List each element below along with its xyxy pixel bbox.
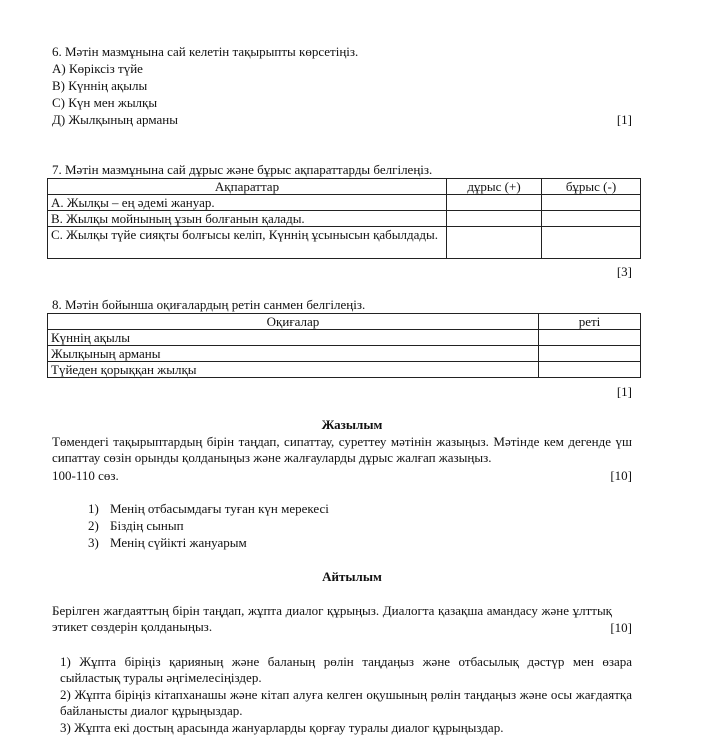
list-item (88, 501, 329, 518)
topic-text: Менің сүйікті жануарым (110, 535, 247, 550)
q7-row-a-false-cell[interactable] (542, 195, 641, 211)
table-row (48, 195, 641, 211)
writing-title: Жазылым (321, 417, 383, 432)
q8-row-1-order-cell[interactable] (539, 330, 641, 346)
speaking-instruction: Берілген жағдаяттың бірін таңдап, жұпта диалог құрыңыз. Диалогта қазақша амандасу және ұлттық этикет сөздерін қолданыңыз. (52, 603, 612, 634)
q6-option-d: Д) Жылқының арманы (52, 112, 178, 127)
q6-question: 6. Мәтін мазмұнына сай келетін тақырыпты көрсетіңіз. (52, 44, 359, 59)
speaking-task-1: 1) Жұпта біріңіз қарияның және баланың рөлін таңдаңыз және отбасылық дәстүр мен өзара сыйластық туралы әңгімелесіңіздер. (60, 654, 632, 685)
q6-mark: [1] (616, 112, 632, 127)
q7-row-c-false-cell[interactable] (542, 227, 641, 259)
q8-row-2-order-cell[interactable] (539, 346, 641, 362)
table-row (48, 346, 641, 362)
topic-text: Менің отбасымдағы туған күн мерекесі (110, 501, 329, 516)
speaking-title: Айтылым (322, 569, 382, 584)
q7-row-c: С. Жылқы түйе сияқты болғысы келіп, Күннің ұсынысын қабылдады. (48, 227, 447, 259)
table-row (48, 227, 641, 259)
q6-option-a: А) Көріксіз түйе (52, 61, 143, 76)
q7-row-b: В. Жылқы мойнының ұзын болғанын қалады. (48, 211, 447, 227)
q8-row-1: Күннің ақылы (48, 330, 539, 346)
q6-option-c: С) Күн мен жылқы (52, 95, 158, 110)
q7-question: 7. Мәтін мазмұнына сай дұрыс және бұрыс ақпараттарды белгілеңіз. (52, 162, 433, 177)
table-row (48, 211, 641, 227)
table-row (48, 362, 641, 378)
topic-number: 3) (88, 535, 99, 550)
speaking-task-3: 3) Жұпта екі достың арасында жануарларды қорғау туралы диалог құрыңыздар. (60, 720, 504, 735)
q7-header-true: дұрыс (+) (447, 179, 542, 195)
table-header-row (48, 179, 641, 195)
table-row (48, 330, 641, 346)
q8-mark: [1] (616, 384, 632, 399)
q8-row-2: Жылқының арманы (48, 346, 539, 362)
topic-number: 1) (88, 501, 99, 516)
q8-row-3-order-cell[interactable] (539, 362, 641, 378)
q8-table (47, 313, 641, 378)
q7-row-a: А. Жылқы – ең әдемі жануар. (48, 195, 447, 211)
q8-header-events: Оқиғалар (48, 314, 539, 330)
q7-row-b-false-cell[interactable] (542, 211, 641, 227)
q8-question: 8. Мәтін бойынша оқиғалардың ретін санмен белгілеңіз. (52, 297, 366, 312)
q7-header-info: Ақпараттар (48, 179, 447, 195)
q8-header-order: реті (539, 314, 641, 330)
speaking-task-2: 2) Жұпта біріңіз кітапханашы және кітап алуға келген оқушының рөлін таңдаңыз және осы жағдаятқа байланысты диалог құрыңыздар. (60, 687, 632, 718)
writing-mark: [10] (610, 468, 632, 483)
topic-number: 2) (88, 518, 99, 533)
writing-instruction: Төмендегі тақырыптардың бірін таңдап, сипаттау, суреттеу мәтінін жазыңыз. Мәтінде кем дегенде үш сипаттау сөзін орынды қолданыңыз және жалғауларды дұрыс жалғап жазыңыз. (52, 434, 632, 465)
writing-word-count: 100-110 сөз. (52, 468, 119, 483)
q7-header-false: бұрыс (-) (542, 179, 641, 195)
q7-mark: [3] (616, 264, 632, 279)
q8-row-3: Түйеден қорыққан жылқы (48, 362, 539, 378)
q7-row-c-true-cell[interactable] (447, 227, 542, 259)
table-header-row (48, 314, 641, 330)
q7-row-b-true-cell[interactable] (447, 211, 542, 227)
topic-text: Біздің сынып (110, 518, 184, 533)
q7-row-a-true-cell[interactable] (447, 195, 542, 211)
q7-table (47, 178, 641, 259)
speaking-mark: [10] (610, 620, 632, 635)
q6-option-b: В) Күннің ақылы (52, 78, 148, 93)
writing-topic-list (88, 501, 329, 552)
list-item (88, 535, 329, 552)
list-item (88, 518, 329, 535)
